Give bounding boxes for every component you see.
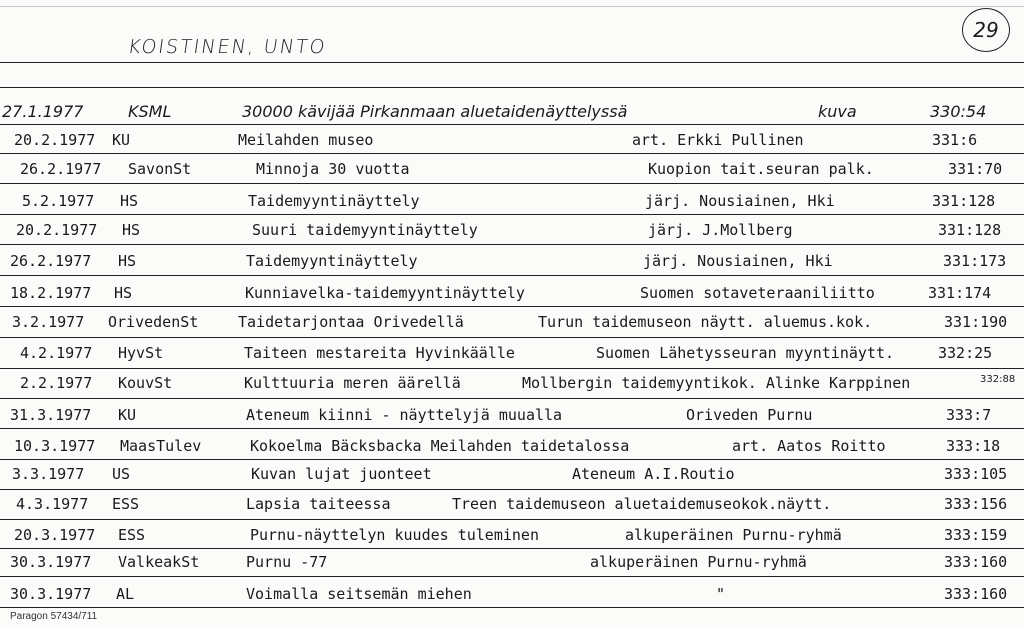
entry-date: 20.2.1977 (16, 221, 98, 239)
entry-source: US (112, 465, 131, 483)
entry-note: järj. J.Mollberg (648, 221, 793, 239)
entry-title: Taidemyyntinäyttely (246, 252, 418, 270)
entry-source: KU (118, 406, 137, 424)
entry-title: Lapsia taiteessa (246, 495, 391, 513)
divider-line (0, 62, 1024, 63)
entry-ref: 331:128 (938, 221, 1002, 239)
entry-row (0, 344, 1024, 368)
entry-date: 30.3.1977 (10, 585, 92, 603)
entry-row (0, 284, 1024, 308)
entry-note: " (716, 585, 726, 603)
entry-title: Taiteen mestareita Hyvinkäälle (244, 344, 515, 362)
entry-title: Purnu-näyttelyn kuudes tuleminen (250, 526, 539, 544)
entry-title: Kuvan lujat juonteet (251, 465, 432, 483)
person-name: KOISTINEN, UNTO (126, 36, 328, 58)
entry-ref: 331:70 (948, 160, 1003, 178)
entry-ref: 333:105 (944, 465, 1008, 483)
divider-line (0, 607, 1024, 608)
card-number-circle: 29 (962, 8, 1010, 52)
entry-source: KU (112, 131, 131, 149)
divider-line (0, 576, 1024, 577)
entry-row (0, 437, 1024, 461)
entry-date: 4.3.1977 (16, 495, 89, 513)
entry-source: HyvSt (118, 344, 164, 362)
entry-note: art. Aatos Roitto (732, 437, 886, 455)
entry-ref: 331:174 (928, 284, 992, 302)
card-manufacturer-footer: Paragon 57434/711 (10, 611, 98, 622)
entry-note: järj. Nousiainen, Hki (643, 252, 833, 270)
entry-source: ValkeakSt (118, 553, 200, 571)
entry-title: Purnu -77 (246, 553, 328, 571)
entry-note: Treen taidemuseon aluetaidemuseokok.näytt. (452, 495, 832, 513)
entry-date: 3.2.1977 (12, 313, 85, 331)
entry-date: 20.2.1977 (14, 131, 96, 149)
entry-note: Kuopion tait.seuran palk. (648, 160, 874, 178)
divider-line (0, 368, 1024, 369)
divider-line (0, 548, 1024, 549)
entry-date: 3.3.1977 (12, 465, 85, 483)
entry-source: HS (120, 192, 139, 210)
entry-ref: 333:159 (944, 526, 1008, 544)
entry-source: HS (114, 284, 133, 302)
entry-row (0, 252, 1024, 276)
divider-line (0, 337, 1024, 338)
entry-row-handwritten (0, 102, 1024, 126)
entry-source: SavonSt (128, 160, 192, 178)
entry-source: KSML (128, 102, 172, 121)
entry-ref: 333:18 (946, 437, 1001, 455)
entry-date: 10.3.1977 (14, 437, 96, 455)
entry-title: Taidemyyntinäyttely (248, 192, 420, 210)
entry-title: Meilahden museo (238, 131, 374, 149)
divider-line (0, 87, 1024, 88)
entry-source: OrivedenSt (108, 313, 199, 331)
entry-note: Ateneum A.I.Routio (572, 465, 735, 483)
entry-date: 31.3.1977 (10, 406, 92, 424)
entry-date: 5.2.1977 (22, 192, 95, 210)
entry-date: 27.1.1977 (2, 102, 84, 121)
entry-source: ESS (112, 495, 140, 513)
entry-row (0, 585, 1024, 609)
entry-source: KouvSt (118, 374, 173, 392)
entry-note: alkuperäinen Purnu-ryhmä (625, 526, 842, 544)
divider-line (0, 214, 1024, 215)
entry-source: ESS (118, 526, 146, 544)
entry-row (0, 465, 1024, 489)
entry-date: 20.3.1977 (14, 526, 96, 544)
divider-line (0, 428, 1024, 429)
entry-title: 30000 kävijää Pirkanmaan aluetaidenäyttelyssä (242, 102, 628, 121)
card-top-edge (0, 0, 1024, 7)
entry-note: art. Erkki Pullinen (632, 131, 804, 149)
entry-title: Taidetarjontaa Orivedellä (238, 313, 464, 331)
entry-ref: 331:190 (944, 313, 1008, 331)
entry-title: Minnoja 30 vuotta (256, 160, 410, 178)
entry-title: Kokoelma Bäcksbacka Meilahden taidetalossa (250, 437, 630, 455)
entry-ref: 330:54 (930, 102, 987, 121)
entry-source: HS (118, 252, 137, 270)
entry-title: Ateneum kiinni - näyttelyjä muualla (246, 406, 563, 424)
entry-note: Turun taidemuseon näytt. aluemus.kok. (538, 313, 873, 331)
entry-ref: 331:173 (943, 252, 1007, 270)
divider-line (0, 244, 1024, 245)
divider-line (0, 275, 1024, 276)
entry-source: HS (122, 221, 141, 239)
divider-line (0, 183, 1024, 184)
divider-line (0, 519, 1024, 520)
entry-date: 18.2.1977 (10, 284, 92, 302)
entry-row (0, 192, 1024, 216)
divider-line (0, 153, 1024, 154)
entry-ref: 333:7 (946, 406, 992, 424)
entry-row (0, 374, 1024, 398)
divider-line (0, 459, 1024, 460)
entry-source: AL (116, 585, 135, 603)
entry-row (0, 313, 1024, 337)
entry-ref: 332:25 (938, 344, 993, 362)
entry-note: Suomen Lähetysseuran myyntinäytt. (596, 344, 895, 362)
entry-row (0, 495, 1024, 519)
entry-ref: 333:156 (944, 495, 1008, 513)
entry-row (0, 221, 1024, 245)
entry-date: 26.2.1977 (20, 160, 102, 178)
entry-date: 26.2.1977 (10, 252, 92, 270)
divider-line (0, 489, 1024, 490)
entry-title: Kunniavelka-taidemyyntinäyttely (245, 284, 525, 302)
entry-row (0, 406, 1024, 430)
entry-note: kuva (818, 102, 857, 121)
entry-note: Oriveden Purnu (686, 406, 813, 424)
entry-ref: 332:88 (980, 374, 1016, 385)
entry-row (0, 526, 1024, 550)
entry-title: Suuri taidemyyntinäyttely (252, 221, 478, 239)
entry-note: Mollbergin taidemyyntikok. Alinke Karppinen (522, 374, 911, 392)
divider-line (0, 306, 1024, 307)
entry-note: järj. Nousiainen, Hki (645, 192, 835, 210)
entry-row (0, 553, 1024, 577)
entry-date: 2.2.1977 (20, 374, 93, 392)
entry-row (0, 131, 1024, 155)
entry-title: Voimalla seitsemän miehen (246, 585, 472, 603)
entry-note: Suomen sotaveteraaniliitto (640, 284, 875, 302)
entry-date: 30.3.1977 (10, 553, 92, 571)
entry-ref: 333:160 (944, 585, 1008, 603)
entry-title: Kulttuuria meren äärellä (244, 374, 461, 392)
entry-ref: 331:6 (932, 131, 978, 149)
divider-line (0, 124, 1024, 125)
entry-ref: 333:160 (944, 553, 1008, 571)
entry-source: MaasTulev (120, 437, 202, 455)
entry-row (0, 160, 1024, 184)
divider-line (0, 398, 1024, 399)
entry-note: alkuperäinen Purnu-ryhmä (590, 553, 807, 571)
entry-date: 4.2.1977 (20, 344, 93, 362)
entry-ref: 331:128 (932, 192, 996, 210)
